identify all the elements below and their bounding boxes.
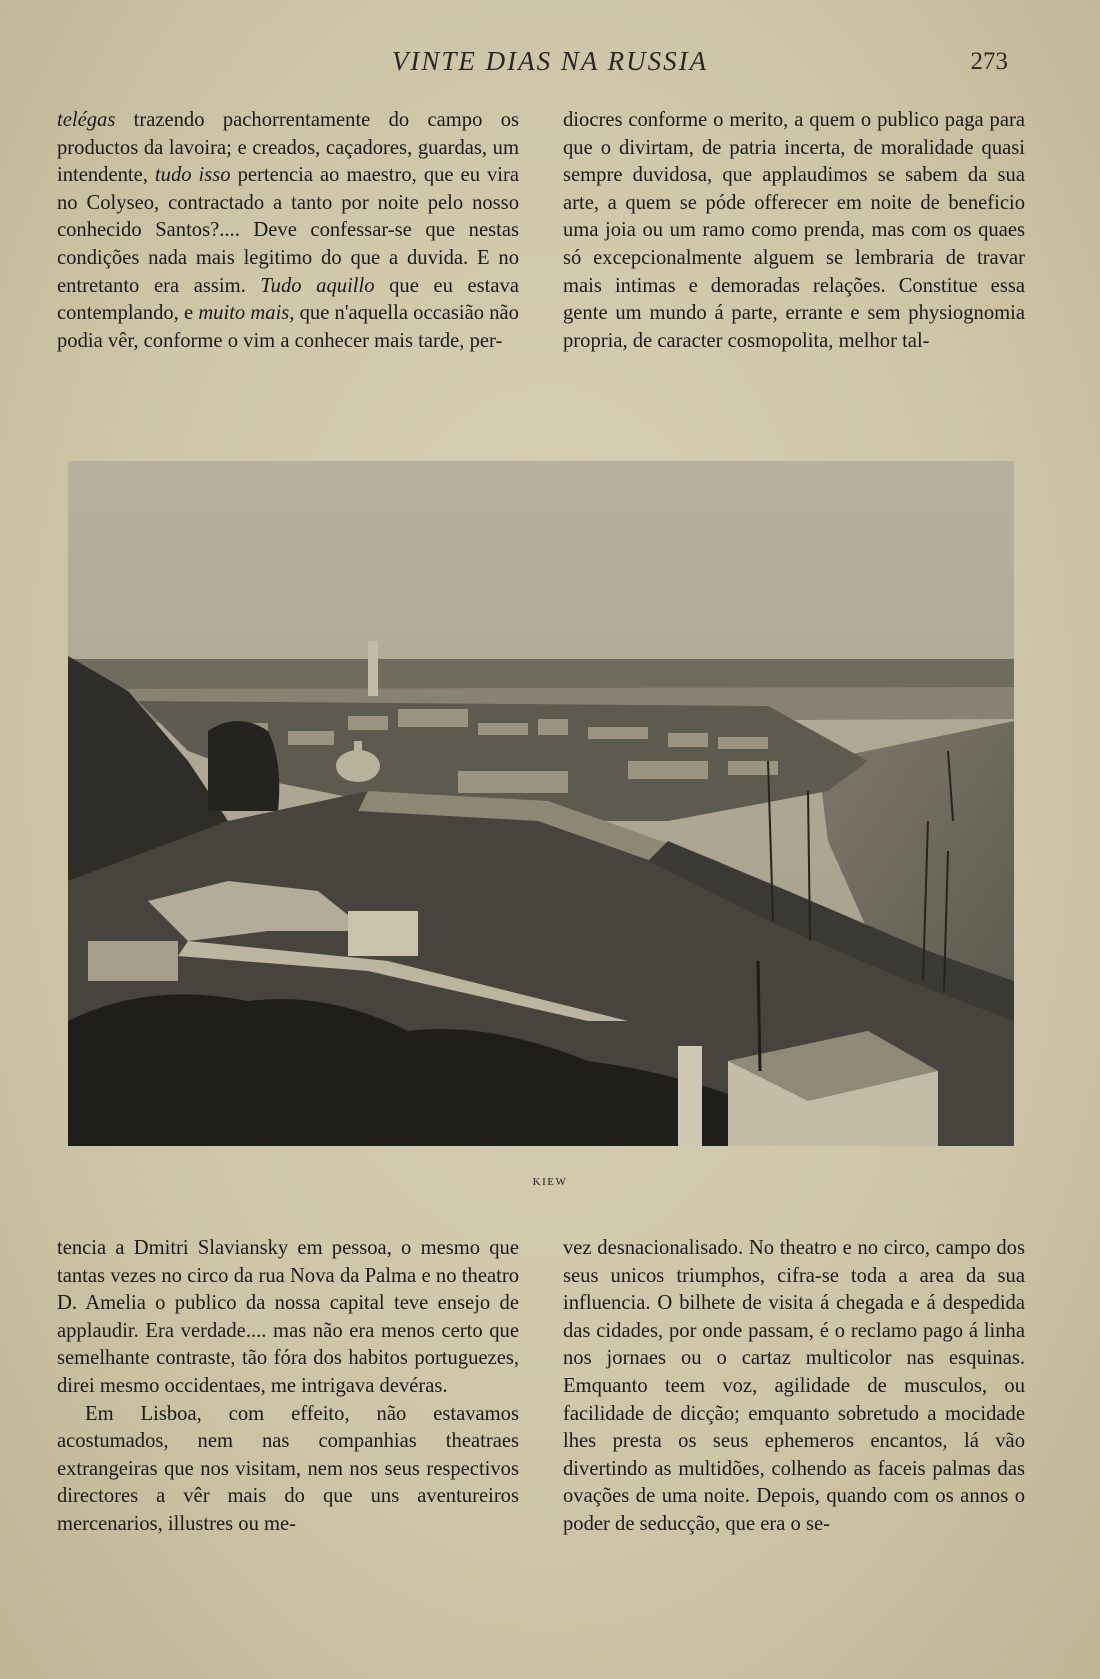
text-run: trazendo pachorrentamente do campo os productos da lavoira; e creados, caçadores, guardas, um intendente, bbox=[57, 109, 519, 187]
running-title: VINTE DIAS NA RUSSIA bbox=[391, 46, 709, 76]
italic-term: muito mais, bbox=[198, 302, 295, 325]
italic-term: telégas bbox=[57, 109, 116, 131]
kiev-photograph bbox=[68, 461, 1014, 1146]
column-bottom-left bbox=[57, 1235, 519, 1539]
column-top-right bbox=[563, 107, 1025, 355]
paragraph: vez desnacionalisado. No theatro e no circo, campo dos seus unicos triumphos, cifra-se toda a area da sua influencia. O bilhete de visita á chegada e á despedida das cidades, por onde passam, é o reclamo pago á linha nos jornaes ou o cartaz multicolor nas esquinas. Emquanto teem voz, agilidade de musculos, ou facilidade de dicção; emquanto sobretudo a mocidade lhes presta os seus ephemeros encantos, lá vão divertindo as multidões, colhendo as faceis palmas das ovações de uma noite. Depois, quando com os annos o poder de seducção, que era o se- bbox=[563, 1237, 1025, 1535]
column-bottom-right bbox=[563, 1235, 1025, 1539]
photo-caption: KIEW bbox=[532, 1176, 568, 1188]
paragraph bbox=[57, 107, 519, 355]
paragraph: diocres conforme o merito, a quem o publico paga para que o divirtam, de patria incerta, de moralidade quasi sempre duvidosa, que applaudimos se sabem da sua arte, a quem se póde offerecer em noite de beneficio uma joia ou um ramo como prenda, mas com os quaes só excepcionalmente alguem se lembraria de travar mais intimas e demoradas relações. Constitue essa gente um mundo á parte, errante e sem physiognomia propria, de caracter cosmopolita, melhor tal- bbox=[563, 109, 1025, 352]
italic-term: tudo isso bbox=[154, 164, 231, 187]
running-head bbox=[0, 46, 1100, 86]
page-number: 273 bbox=[970, 48, 1008, 75]
column-top-left bbox=[57, 107, 519, 355]
italic-term: Tudo aquillo bbox=[260, 274, 375, 297]
text-run: pertencia ao maestro, que eu vira no Colyseo, contractado a tanto por noite pelo nosso conhecido Santos?.... Deve confessar-se que nestas condições nada mais legitimo do que a duvida. E no entretanto era assim. bbox=[57, 164, 520, 297]
paragraph: Em Lisboa, com effeito, não estavamos acostumados, nem nas companhias theatraes extrangeiras que nos visitam, nem nos seus respectivos directores a vêr mais do que uns aventureiros mercenarios, illustres ou me- bbox=[57, 1402, 519, 1535]
paragraph: tencia a Dmitri Slaviansky em pessoa, o mesmo que tantas vezes no circo da rua Nova da Palma e no theatro D. Amelia o publico da nossa capital teve ensejo de applaudir. Era verdade.... mas não era menos certo que semelhante contraste, tão fóra dos habitos portuguezes, direi mesmo occidentaes, me intrigava devéras. bbox=[57, 1237, 519, 1397]
text-run: que eu estava contemplando, e bbox=[57, 274, 519, 325]
text-run: que n'aquella occasião não podia vêr, conforme o vim a conhecer mais tarde, per- bbox=[57, 302, 519, 352]
